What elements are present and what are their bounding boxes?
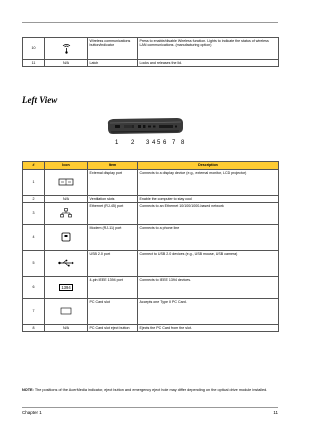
callout-label: 8 — [181, 140, 185, 146]
row-number: 4 — [23, 224, 45, 250]
top-spec-table — [22, 37, 279, 67]
icon-na: N/A — [45, 195, 88, 202]
row-description: Connects to IEEE 1394 devices. — [138, 276, 279, 298]
row-description: Press to enable/disable Wireless function. Lights to indicate the status of wireless LAN communications. (manufacturing option) — [138, 38, 279, 60]
ethernet-icon — [45, 202, 88, 224]
row-item: Wireless communications button/indicator — [88, 38, 138, 60]
ieee1394-icon-label: 1394 — [59, 284, 73, 291]
wireless-icon — [45, 38, 88, 60]
row-number: 5 — [23, 250, 45, 276]
footer-page-number: 11 — [273, 410, 278, 415]
table-row — [23, 60, 279, 67]
icon-na: N/A — [45, 60, 88, 67]
footer-chapter: Chapter 1 — [22, 410, 42, 415]
row-description: Connects to a phone line — [138, 224, 279, 250]
column-header: Icon — [45, 162, 88, 170]
row-number: 6 — [23, 276, 45, 298]
row-description: Ejects the PC Card from the slot. — [138, 324, 279, 331]
external-display-icon — [45, 169, 88, 195]
row-description: Connects to a display device (e.g., external monitor, LCD projector) — [138, 169, 279, 195]
usb-icon — [45, 250, 88, 276]
row-item: Ethernet (RJ-45) port — [88, 202, 138, 224]
row-number: 1 — [23, 169, 45, 195]
note-label: NOTE: — [22, 388, 34, 392]
row-item: USB 2.0 port — [88, 250, 138, 276]
row-description: Accepts one Type II PC Card. — [138, 298, 279, 324]
row-number: 8 — [23, 324, 45, 331]
row-item: 4-pin IEEE 1394 port — [88, 276, 138, 298]
row-item: External display port — [88, 169, 138, 195]
row-item: PC Card slot — [88, 298, 138, 324]
table-row — [23, 195, 279, 202]
row-description: Connect to USB 2.0 devices (e.g., USB mouse, USB camera) — [138, 250, 279, 276]
footer-rule — [22, 407, 278, 408]
column-header: Item — [88, 162, 138, 170]
callout-label: 4 — [152, 140, 156, 146]
column-header: # — [23, 162, 45, 170]
row-description: Locks and releases the lid. — [138, 60, 279, 67]
header-rule — [22, 22, 278, 23]
section-title: Left View — [22, 95, 58, 105]
callout-label: 6 — [163, 140, 167, 146]
laptop-left-view-image — [105, 114, 185, 140]
callout-label: 7 — [172, 140, 176, 146]
row-number: 11 — [23, 60, 45, 67]
row-number: 7 — [23, 298, 45, 324]
note-text: The positions of the AcerMedia indicator, eject button and emergency eject hole may differ depending on the optical drive module installed. — [34, 388, 268, 392]
table-header-row — [23, 162, 279, 170]
table-row — [23, 202, 279, 224]
table-row — [23, 38, 279, 60]
row-number: 10 — [23, 38, 45, 60]
table-row — [23, 169, 279, 195]
row-description: Enable the computer to stay cool — [138, 195, 279, 202]
row-description: Connects to an Ethernet 10/100/1000-based network — [138, 202, 279, 224]
row-number: 2 — [23, 195, 45, 202]
ieee1394-icon — [45, 276, 88, 298]
icon-na: N/A — [45, 324, 88, 331]
row-item: PC Card slot eject button — [88, 324, 138, 331]
row-item: Modem (RJ-11) port — [88, 224, 138, 250]
pc-card-icon — [45, 298, 88, 324]
row-item: Ventilation slots — [88, 195, 138, 202]
callout-label: 3 — [146, 140, 150, 146]
row-item: Latch — [88, 60, 138, 67]
left-view-table — [22, 161, 279, 332]
column-header: Description — [138, 162, 279, 170]
row-number: 3 — [23, 202, 45, 224]
table-row — [23, 250, 279, 276]
figure-callouts — [105, 140, 195, 150]
table-row — [23, 324, 279, 331]
callout-label: 2 — [131, 140, 135, 146]
callout-label: 5 — [157, 140, 161, 146]
modem-icon — [45, 224, 88, 250]
table-row — [23, 224, 279, 250]
callout-label: 1 — [115, 140, 119, 146]
table-row — [23, 298, 279, 324]
note — [22, 388, 272, 393]
table-row — [23, 276, 279, 298]
